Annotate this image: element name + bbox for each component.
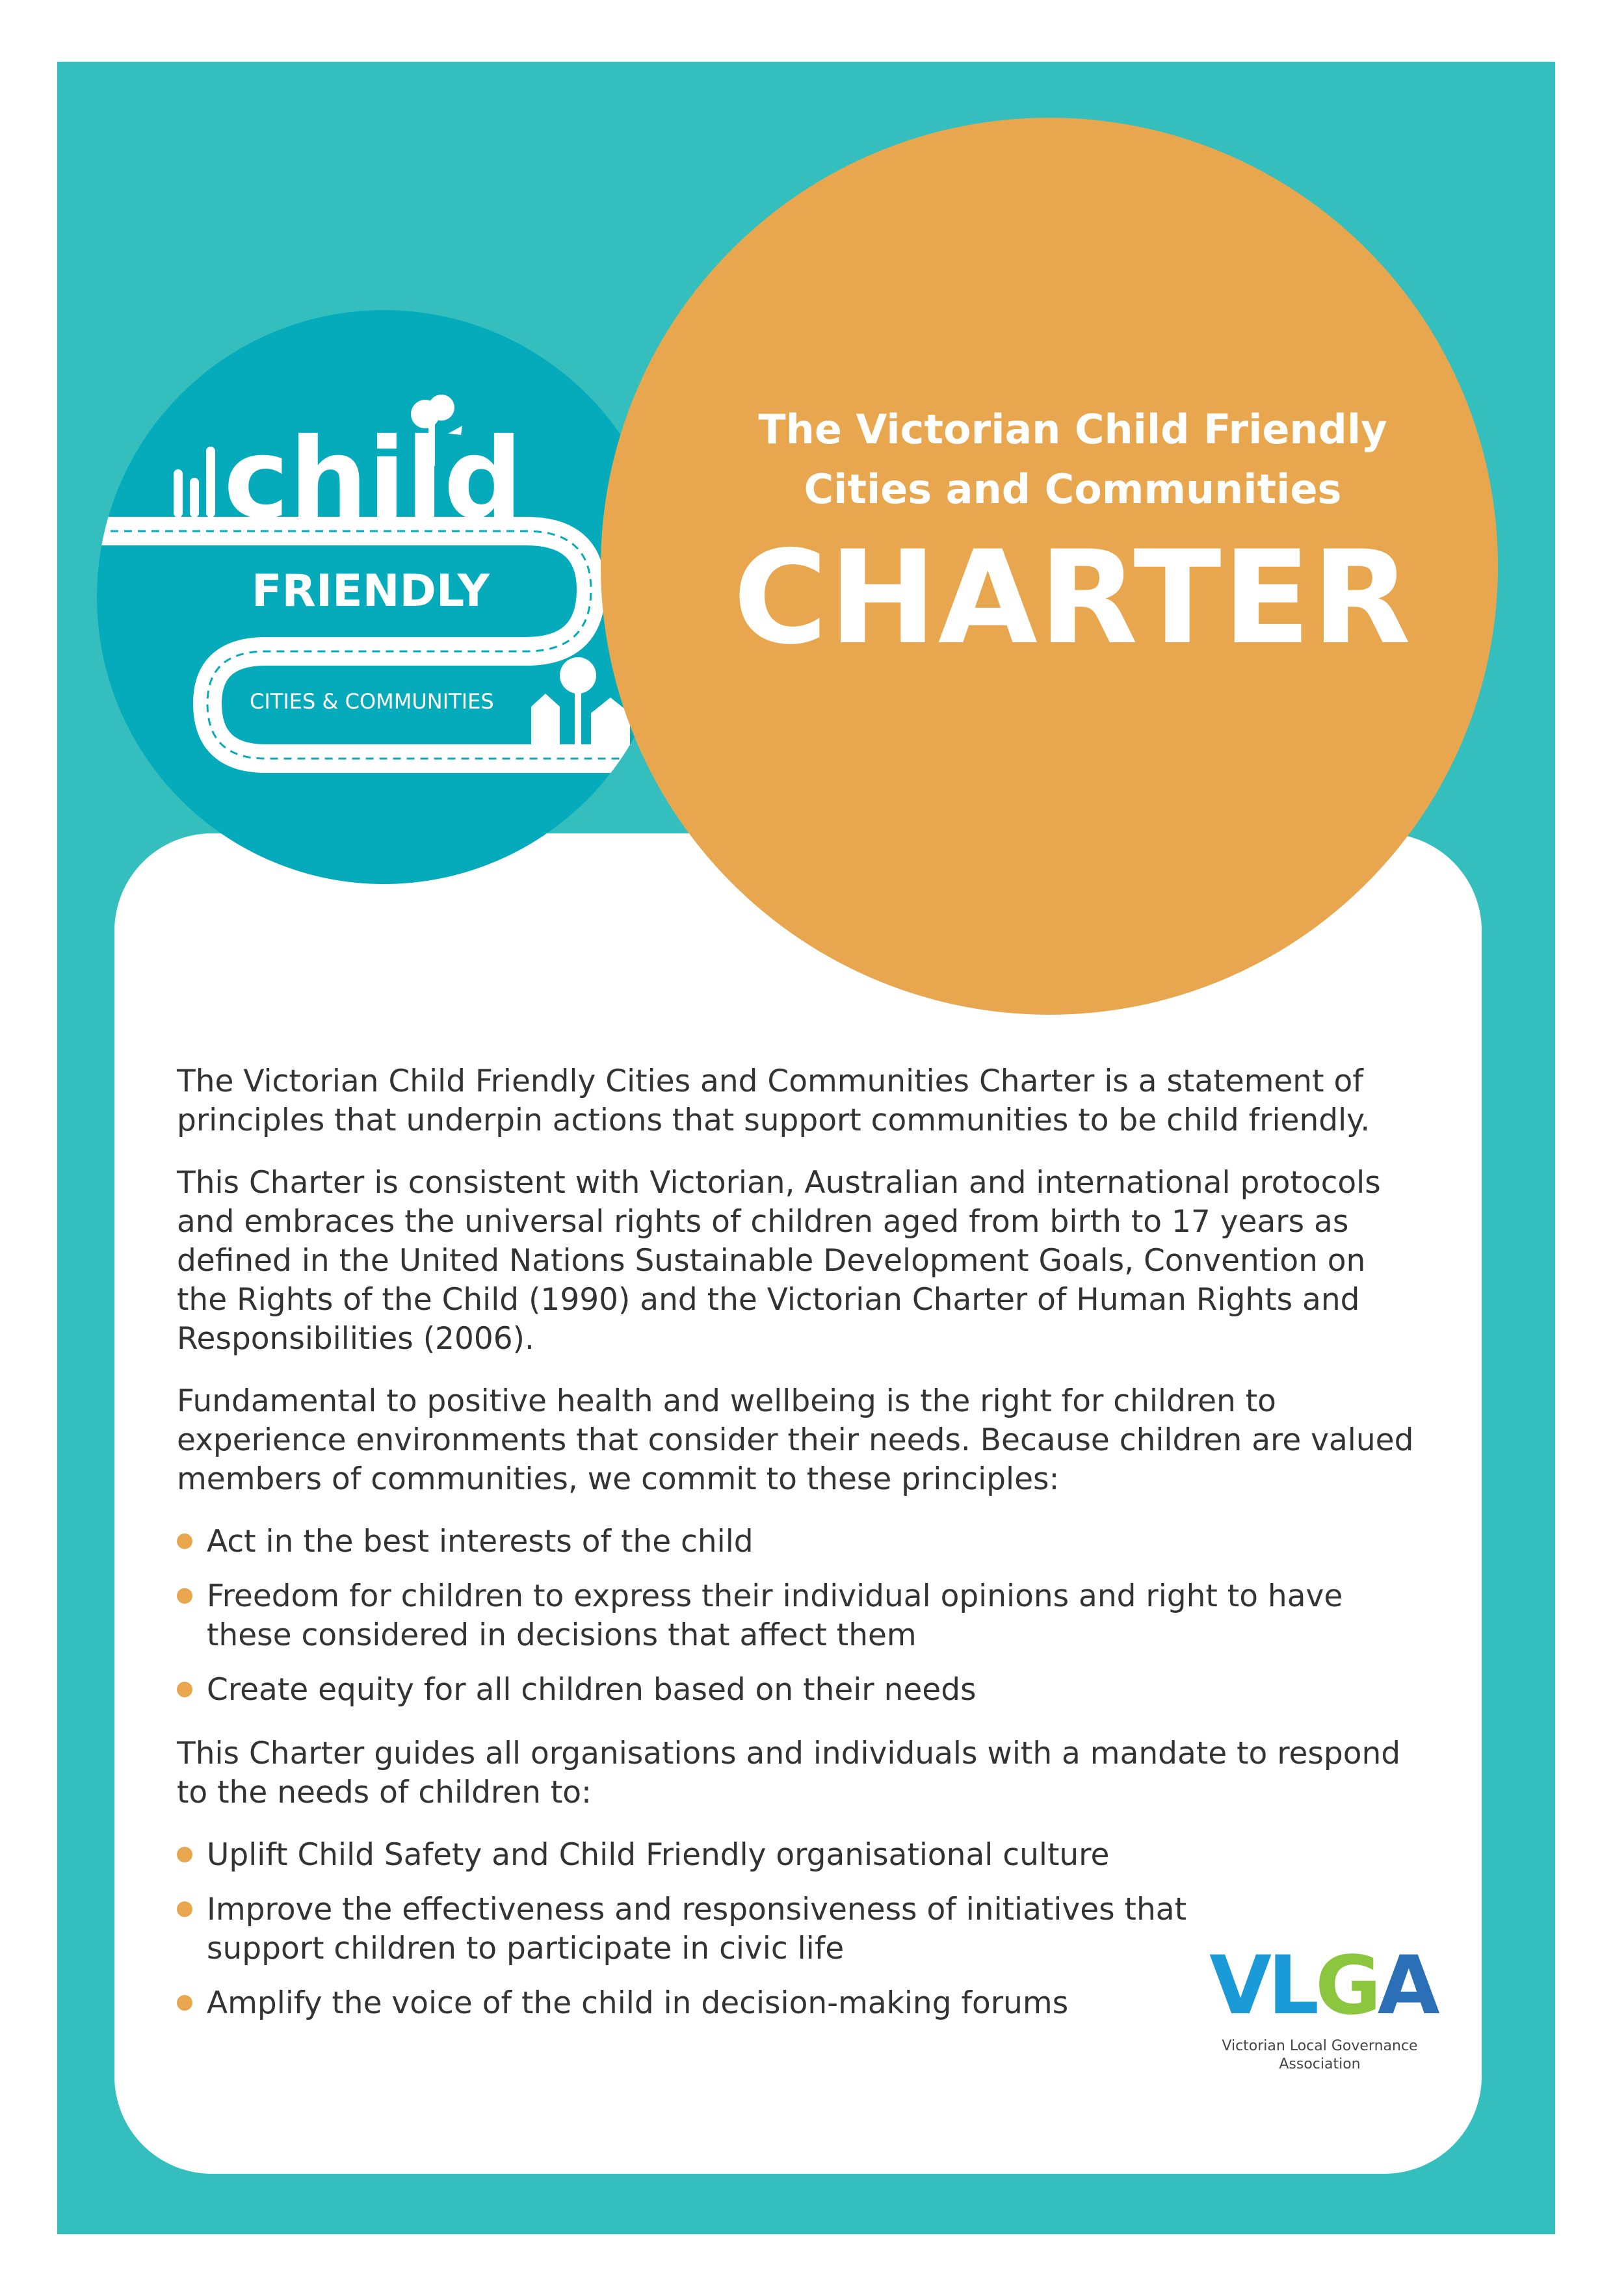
principle-text: Freedom for children to express their individual opinions and right to have these considered in decisions that affect them <box>207 1578 1343 1653</box>
charter-body <box>177 1062 1425 2048</box>
consistency-paragraph: This Charter is consistent with Victorian, Australian and international protocols and embraces the universal rights of children aged from birth to 17 years as defined in the United Nations Sustainable Development Goals, Convention on the Rights of the Child (1990) and the Victorian Charter of Human Rights and Responsibilities (2006). <box>177 1165 1381 1357</box>
mandate-paragraph: This Charter guides all organisations and individuals with a mandate to respond to the needs of children to: <box>177 1736 1401 1810</box>
skyline-bar-icon <box>174 469 183 517</box>
child-friendly-logo <box>97 310 671 884</box>
charter-subtitle-line2: Cities and Communities <box>804 465 1342 513</box>
vlga-letter-l: L <box>1267 1939 1315 2033</box>
mandate-text: Uplift Child Safety and Child Friendly organisational culture <box>207 1837 1110 1873</box>
intro-paragraph: The Victorian Child Friendly Cities and Communities Charter is a statement of principles that underpin actions that support communities to be child friendly. <box>177 1063 1370 1138</box>
principle-text: Act in the best interests of the child <box>207 1524 754 1559</box>
fundamental-paragraph: Fundamental to positive health and wellbeing is the right for children to experience environments that consider their needs. Because children are valued members of communities, we commit to these principles: <box>177 1383 1414 1497</box>
logo-artwork <box>97 310 671 884</box>
principles-list <box>177 1522 1425 1710</box>
charter-subtitle-line1: The Victorian Child Friendly <box>758 406 1387 453</box>
vlga-wordmark <box>1209 1939 1443 2033</box>
skyline-bar-icon <box>190 478 199 517</box>
list-item <box>177 1836 1195 1875</box>
logo-cities-text: CITIES & COMMUNITIES <box>250 689 494 714</box>
bullet-icon <box>177 1588 192 1604</box>
bullet-icon <box>177 1901 192 1917</box>
charter-subtitle <box>683 400 1463 519</box>
bullet-icon <box>177 1533 192 1549</box>
bullet-icon <box>177 1682 192 1697</box>
charter-title: CHARTER <box>733 523 1413 673</box>
vlga-letter-g: G <box>1315 1939 1378 2033</box>
list-item <box>177 1522 1425 1561</box>
principle-text: Create equity for all children based on their needs <box>207 1672 977 1708</box>
list-item <box>177 1671 1425 1710</box>
list-item <box>177 1890 1195 1968</box>
bullet-icon <box>177 1847 192 1862</box>
vlga-logo <box>1209 1939 1443 2087</box>
vlga-caption: Victorian Local Governance Association <box>1222 2038 1418 2072</box>
vlga-letter-a: A <box>1377 1939 1436 2033</box>
skyline-bar-icon <box>206 447 215 517</box>
list-item <box>177 1577 1425 1655</box>
logo-child-text: child <box>224 415 523 543</box>
bullet-icon <box>177 1995 192 2011</box>
mandate-text: Improve the effectiveness and responsiveness of initiatives that support children to participate in civic life <box>207 1892 1187 1966</box>
vlga-letter-v: V <box>1209 1939 1268 2033</box>
logo-friendly-text: FRIENDLY <box>252 566 490 617</box>
mandate-text: Amplify the voice of the child in decision-making forums <box>207 1985 1069 2021</box>
list-item <box>177 1984 1195 2023</box>
